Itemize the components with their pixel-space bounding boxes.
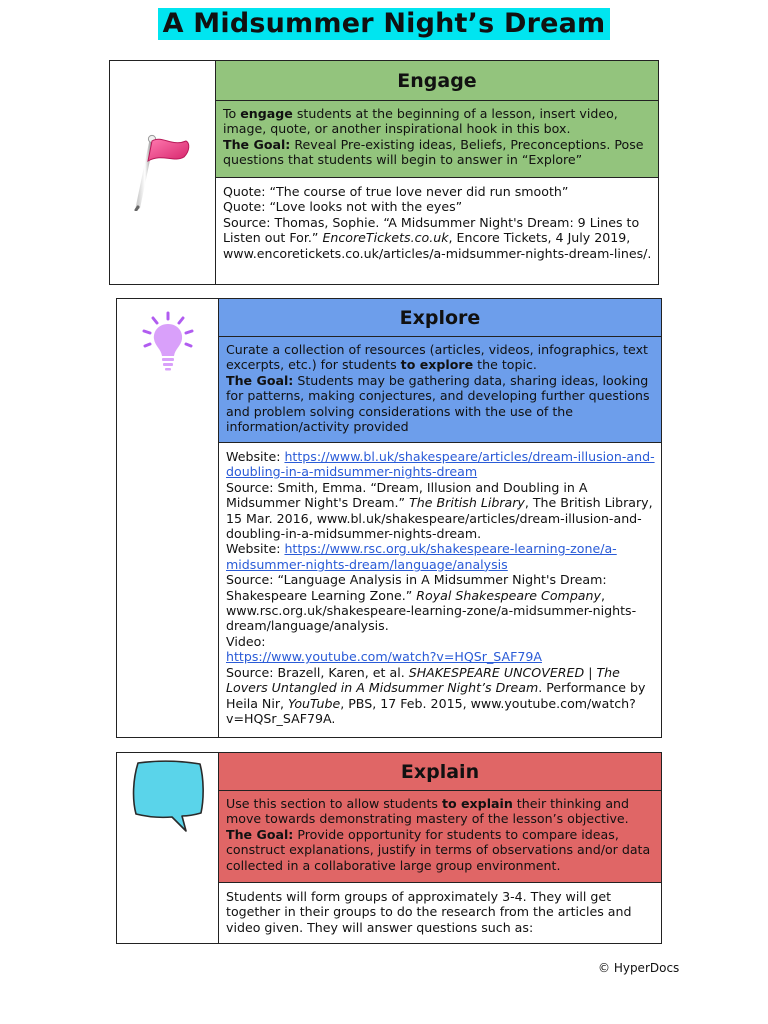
engage-description bbox=[216, 101, 658, 178]
explore-goal-text: Students may be gathering data, sharing ideas, looking for patterns, making conjectures, and developing further questions and problem solving considerations with the use of the information/activity provided bbox=[226, 372, 650, 435]
explore-description bbox=[219, 337, 661, 443]
youtube-video-link[interactable]: https://www.youtube.com/watch?v=HQSr_SAF79A bbox=[226, 649, 542, 665]
explore-video-label: Video: bbox=[226, 633, 266, 649]
engage-source-b: , Encore Tickets, 4 July 2019, www.encoretickets.co.uk/articles/a-midsummer-nights-dream-lines/. bbox=[223, 230, 652, 261]
explore-section bbox=[116, 298, 662, 738]
explain-notes: Students will form groups of approximately 3-4. They will get together in their groups to do the research from the articles and video given. They will answer questions such as: bbox=[226, 889, 632, 935]
explore-source-2 bbox=[226, 572, 655, 634]
engage-desc-bold: engage bbox=[240, 106, 293, 121]
explore-heading: Explore bbox=[219, 299, 661, 337]
explore-source-2a: Source: “Language Analysis in A Midsummer Night's Dream: Shakespeare Learning Zone.” bbox=[226, 572, 607, 603]
explore-desc-prefix: Curate a collection of resources (articles, videos, infographics, text excerpts, etc.) for students bbox=[226, 342, 648, 373]
explain-heading: Explain bbox=[219, 753, 661, 791]
speech-bubble-icon bbox=[130, 759, 206, 837]
engage-icon-cell bbox=[110, 61, 216, 284]
explore-source-1 bbox=[226, 480, 655, 542]
rsc-analysis-link[interactable]: https://www.rsc.org.uk/shakespeare-learning-zone/a-midsummer-nights-dream/language/analysis bbox=[226, 541, 617, 572]
explore-source-3-italic: SHAKESPEARE UNCOVERED | The Lovers Untangled in A Midsummer Night’s Dream bbox=[226, 664, 620, 696]
explain-goal-label: The Goal: bbox=[226, 826, 294, 842]
explain-desc-rest: their thinking and move towards demonstrating mastery of the lesson’s objective. bbox=[226, 796, 630, 827]
pink-flag-icon bbox=[128, 131, 198, 215]
engage-heading: Engage bbox=[216, 61, 658, 101]
explain-desc-prefix: Use this section to allow students bbox=[226, 796, 442, 811]
explain-description bbox=[219, 791, 661, 883]
explain-content bbox=[219, 753, 661, 943]
engage-goal-label: The Goal: bbox=[223, 136, 291, 152]
explore-source-1a: Source: Smith, Emma. “Dream, Illusion and Doubling in A Midsummer Night's Dream.” bbox=[226, 479, 588, 511]
explore-icon-cell bbox=[117, 299, 219, 737]
explain-icon-cell bbox=[117, 753, 219, 943]
engage-source-italic: EncoreTickets.co.uk bbox=[322, 230, 449, 246]
explore-source-3-italic-2: YouTube bbox=[288, 695, 341, 711]
explore-website-label-1: Website: bbox=[226, 449, 285, 464]
lightbulb-icon bbox=[141, 311, 195, 377]
explore-desc-rest: the topic. bbox=[473, 357, 537, 373]
engage-desc-rest: students at the beginning of a lesson, insert video, image, quote, or another inspirational hook in this box. bbox=[223, 106, 618, 137]
explore-video bbox=[226, 649, 655, 664]
explore-website-label-2: Website: bbox=[226, 541, 285, 557]
explore-goal-label: The Goal: bbox=[226, 372, 294, 388]
engage-source-a: Source: Thomas, Sophie. “A Midsummer Night's Dream: 9 Lines to Listen out For.” bbox=[223, 214, 640, 246]
explain-goal-text: Provide opportunity for students to compare ideas, construct explanations, justify in terms of observations and/or data collected in a collaborative large group environment. bbox=[226, 826, 651, 873]
explain-section bbox=[116, 752, 662, 944]
explore-content bbox=[219, 299, 661, 737]
engage-desc-prefix: To bbox=[223, 106, 241, 121]
explore-source-2-italic: Royal Shakespeare Company bbox=[416, 587, 601, 603]
explore-source-3c: , PBS, 17 Feb. 2015, www.youtube.com/watch?v=HQSr_SAF79A. bbox=[226, 695, 636, 726]
explore-desc-bold: to explore bbox=[400, 357, 474, 373]
engage-content bbox=[216, 61, 658, 284]
explore-notes bbox=[219, 443, 661, 730]
explore-source-3b: . Performance by Heila Nir, bbox=[226, 680, 646, 711]
explain-desc-bold: to explain bbox=[441, 796, 513, 811]
engage-source bbox=[223, 215, 652, 261]
explore-website-1 bbox=[226, 449, 655, 480]
explore-website-2 bbox=[226, 541, 655, 572]
engage-goal-text: Reveal Pre-existing ideas, Beliefs, Preconceptions. Pose questions that students will begin to answer in “Explore” bbox=[223, 136, 644, 168]
title-bar bbox=[0, 8, 768, 40]
explore-source-3a: Source: Brazell, Karen, et al. bbox=[226, 664, 409, 680]
explore-source-1b: , The British Library, 15 Mar. 2016, www.bl.uk/shakespeare/articles/dream-illusion-and-doubling-in-a-midsummer-nights-dream. bbox=[226, 495, 653, 542]
explore-source-1-italic: The British Library bbox=[409, 495, 525, 511]
explore-source-2b: , www.rsc.org.uk/shakespeare-learning-zone/a-midsummer-nights-dream/language/analysis. bbox=[226, 587, 637, 634]
copyright-footer: © HyperDocs bbox=[598, 961, 680, 975]
engage-section bbox=[109, 60, 659, 285]
engage-notes bbox=[216, 178, 658, 265]
bl-article-link[interactable]: https://www.bl.uk/shakespeare/articles/dream-illusion-and-doubling-in-a-midsummer-nights-dream bbox=[226, 449, 655, 480]
explore-source-3 bbox=[226, 665, 655, 727]
page-title: A Midsummer Night’s Dream bbox=[158, 8, 611, 40]
engage-quote-1: Quote: “The course of true love never did run smooth” bbox=[223, 184, 569, 199]
engage-quote-2: Quote: “Love looks not with the eyes” bbox=[223, 199, 463, 215]
